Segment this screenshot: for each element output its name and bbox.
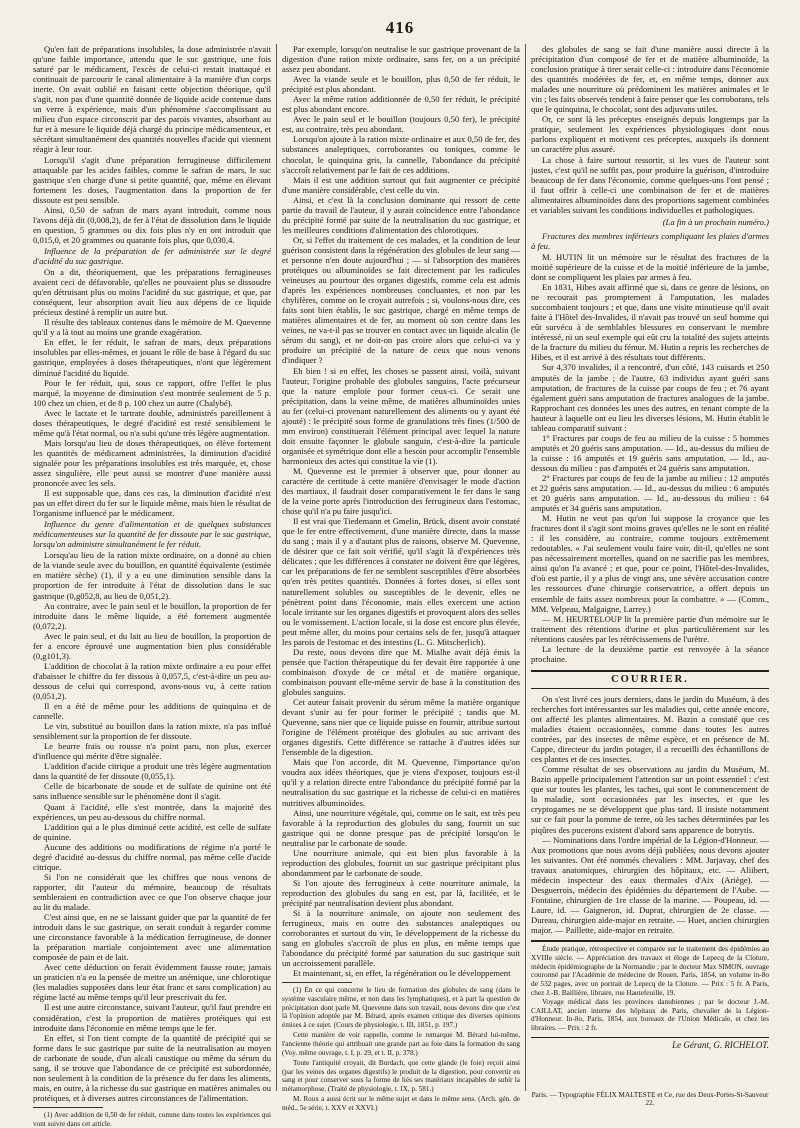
paragraph: Si l'on ajoute des ferrugineux à cette nourriture animale, la reproduction des globules du sang en est, par là, facilitée, et le précipité par neutralisation devient plus abondant. <box>282 877 520 908</box>
paragraph: L'addition de chocolat à la ration mixte ordinaire a eu pour effet d'abaisser le chiffre du fer dissous à 0,057,5, c'est-à-dire un peu au-dessous de celui qui correspond, avons-nous vu, à cette ration (0,051,2). <box>33 660 271 701</box>
paragraph: Il résulte des tableaux contenus dans le mémoire de M. Quevenne qu'il y a là tout au moins une grande exagération. <box>33 317 271 338</box>
paragraph: — M. HEURTELOUP lit la première partie d'un mémoire sur le traitement des rétentions d'urine et plus particulièrement sur les rétentions causées par les rétrécissemens de l'urètre. <box>531 613 769 644</box>
column-divider <box>525 44 526 1091</box>
paragraph: Aucune des additions ou modifications de régime n'a porté le degré d'acidité au-dessus du chiffre normal, pas même celle d'acide citrique. <box>33 841 271 872</box>
paragraph: des globules de sang se fait d'une manière aussi directe à la précipitation d'un composé de fer et de matière albuminoïde, la conclusion pratique à tirer serait celle-ci : introduire dans l'économie des quantités modérées de fer, et, en même temps, donner aux malades une nourriture où prédominent les matières animales et le vin ; les faits observés tendent à faire penser que les corroborans, tels que le quinquina, le chocolat, sont des adjuvans utiles. <box>531 44 769 115</box>
footnote: Cette manière de voir rappelle, comme le remarque M. Bérard lui-même, l'ancienne théorie qui attribuait une grande part au foie dans la formation du sang (Voy. même ouvrage, t. I, p. 29, et t. II, p. 378.) <box>282 1031 520 1057</box>
paragraph: Avec le pain seul, et du lait au lieu de bouillon, la proportion de fer a encore éprouvé une augmentation bien plus considérable (0,g101,3). <box>33 630 271 661</box>
paragraph: On s'est livré ces jours derniers, dans le jardin du Muséum, à des recherches fort intéressantes sur les maladies qui, cette année encore, ont affecté les plantes alimentaires. M. Bazin a constaté que ces maladies étaient occasionnées, comme dans toutes les autres contrées, par des insectes de même espèce, et en présence de M. Cappe, directeur du jardin potager, il a recueilli des échantillons de ces plantes et de ces insectes. <box>531 693 769 765</box>
paragraph: Lorsqu'on ajoute à la ration mixte ordinaire et aux 0,50 de fer, des substances analeptiques, corroborantes ou toniques, comme le chocolat, le quinquina gris, la cannelle, l'abondance du précipité s'accroît relativement par le fait de ces additions. <box>282 134 520 175</box>
footnote-rule <box>282 982 352 983</box>
paragraph: On a dit, théoriquement, que les préparations ferrugineuses avaient ceci de défavorable, qu'elles ne pouvaient plus se dissoudre qu'en détruisant plus ou moins l'acidité du suc gastrique, et que, par conséquent, leur absorption avait lieu aux dépens de ce liquide précieux destiné à remplir un autre but. <box>33 267 271 318</box>
paragraph: Qu'en fait de préparations insolubles, la dose administrée n'avait qu'une faible importance, attendu que le suc gastrique, une fois saturé par le médicament, l'excès de celui-ci restait inattaqué et continuait de parcourir le canal alimentaire à la manière d'un corps inerte. On avait oublié en faisant cette objection théorique, qu'il s'agit, non pas d'une quantité donnée de liquide acide contenue dans un verre à expérience, mais d'un phénomène s'accomplissant au milieu d'un espace circonscrit par des parois vivantes, absorbant au fur et à mesure le liquide déjà chargé du principe médicamenteux, et sécrétant simultanément des quantités nouvelles d'acide qui viennent réagir à leur tour. <box>33 44 271 155</box>
column-3 <box>531 44 769 1093</box>
paragraph: Cet auteur faisait provenir du sérum même la matière organique devant s'unir au fer pour former le précipité ; tandis que M. Quevenne, sans nier que ce liquide puisse en fournir, attribue surtout l'origine de l'élément protéique des globules au suc arrivant des organes digestifs. Cette différence se rattache à d'autres idées sur l'ensemble de la digestion. <box>282 697 520 758</box>
paragraph: Pour le fer réduit, qui, sous ce rapport, offre l'effet le plus marqué, la moyenne de diminution s'est montrée seulement de 5 p. 100 chez un chien, et de 8 p. 100 chez un autre (Chalybé). <box>33 377 271 408</box>
continuation-note: (La fin à un prochain numéro.) <box>662 216 769 227</box>
divider <box>531 940 769 942</box>
courrier-news <box>531 694 769 935</box>
paragraph: M. Hutin ne veut pas qu'on lui suppose la croyance que les fractures dont il s'agit sont moins graves qu'elles ne le sont en réalité : il les considère, au contraire, comme toujours extrêmement redoutables. « J'ai seulement voulu faire voir, dit-il, qu'elles ne sont pas nécessairement mortelles, quand on ne sacrifie pas les membres, ainsi qu'on l'a avancé ; et que, pour ce point, l'Hôtel-des-Invalides, d'où est partie, il y a plus de vingt ans, une sévère accusation contre les ressources d'une chirurgie conservatrice, a offert depuis un ensemble de faits assez nombreux pour la combattre. » — (Comm., MM. Velpeau, Malgaigne, Larrey.) <box>531 513 769 614</box>
paragraph: L'addition d'acide citrique a produit une très légère augmentation dans la quantité de fer dissoute (0,055,1). <box>33 761 271 782</box>
paragraph: Voyage médical dans les provinces danubiennes ; par le docteur J.-M. CAILLAT, ancien interne des hôpitaux de Paris, chevalier de la Légion-d'Honneur. In-8o, Paris, 1854, aux bureaux de l'Union Médicale, et chez les libraires. — Prix : 2 fr. <box>531 996 769 1033</box>
book-notices <box>531 945 769 1033</box>
paragraph: Comme résultat de ses observations au jardin du Muséum, M. Bazin appelle principalement l'attention sur un point essentiel : c'est que sur toutes les plantes, les taches, qui sont le commencement de la maladie, sont occasionnées par les insectes, et que les cryptogames ne se développent que plus tard. Il insiste notamment sur ce fait pour la pomme de terre, où les taches déterminées par les piqûres des pucerons existent d'abord sans apparence de botrytis. <box>531 764 769 835</box>
paragraph: Mais que l'on accorde, dit M. Quevenne, l'importance qu'on voudra aux idées théoriques, que je viens d'exposer, toujours est-il qu'il y a relation directe entre l'abondance du précipité formé par la neutralisation du suc gastrique et la richesse de celui-ci en matières nutritives albuminoïdes. <box>282 757 520 808</box>
paragraph: Il en a été de même pour les additions de quinquina et de cannelle. <box>33 701 271 722</box>
paragraph: Le vin, substitué au bouillon dans la ration mixte, n'a pas influé sensiblement sur la proportion de fer dissoute. <box>33 721 271 742</box>
column-divider <box>276 44 277 1091</box>
paragraph: 1° Fractures par coups de feu au milieu de la cuisse : 5 hommes amputés et 20 guéris sans amputation. — Id., au-dessus du milieu de la cuisse : 16 amputés et 19 guéris sans amputation. — Id., au-dessous du milieu : pas d'amputés et 24 guéris sans amputation. <box>531 432 769 473</box>
paragraph: Une nourriture animale, qui est bien plus favorable à la reproduction des globules, fournit un suc gastrique précipitant plus abondamment par le carbonate de soude. <box>282 847 520 878</box>
column-1 <box>33 44 271 1128</box>
paragraph: C'est ainsi que, en ne se laissant guider que par la quantité de fer introduit dans le suc gastrique, on serait conduit à regarder comme une circonstance favorable à la médication ferrugineuse, de donner la préparation martiale conjointement avec une alimentation composée de pain et de lait. <box>33 912 271 963</box>
column-2 <box>282 44 520 1113</box>
paragraph: Sur 4,370 invalides, il a rencontré, d'un côté, 143 cuisards et 250 amputés de la jambe ; de l'autre, 63 individus ayant guéri sans amputation, de fractures de la cuisse par coups de feu ; et 76 ayant également guéri sans amputation de fractures analogues de la jambe. Rapprochant ces données les unes des autres, en tenant compte de la hauteur à laquelle ont eu lieu les diverses lésions, M. Hutin établit le tableau comparatif suivant : <box>531 362 769 433</box>
paragraph: Ainsi, une nourriture végétale, qui, comme on le sait, est très peu favorable à la reproduction des globules du sang, fournit un suc gastrique qui ne donne presque pas de précipité lorsqu'on le neutralise par le carbonate de soude. <box>282 807 520 848</box>
paragraph: Quant à l'acidité, elle s'est montrée, dans la majorité des expériences, un peu au-dessous du chiffre normal. <box>33 801 271 822</box>
footnote: (1) En ce qui concerne le lieu de formation des globules de sang (dans le système vasculaire même, et non dans les lymphatiques), et à part la question de précipitation dont parle M. Quevenne dans son travail, nous devons dire que c'est là l'opinion adoptée par M. Bérard, après examen critique des diverses opinions émises à ce sujet. (Cours de physiologie, t. III, 1851, p. 197.) <box>282 986 520 1029</box>
section-heading: Influence du genre d'alimentation et de quelques substances médicamenteuses sur la quantité de fer dissoute par le suc gastrique, lorsqu'on administre simultanément le fer réduit. <box>33 519 271 550</box>
column-3-article-end <box>531 44 769 215</box>
paragraph: M. HUTIN lit un mémoire sur le résultat des fractures de la moitié supérieure de la cuisse et de la moitié inférieure de la jambe, dont se compliquent les plaies par armes à feu. <box>531 251 769 283</box>
footnote-rule <box>33 1107 103 1108</box>
paragraph: Or, ce sont là les préceptes enseignés depuis longtemps par la pratique, seulement les expériences physiologiques dont nous parlons expliquent et motivent ces préceptes, auxquels ils donnent un caractère plus assuré. <box>531 114 769 155</box>
paragraph: Mais lorsqu'au lieu de doses thérapeutiques, on élève fortement les quantités de médicament administrées, la diminution d'acidité signalée pour les préparations insolubles est très marquée, et, chose assez singulière, elle peut aussi se montrer d'une manière aussi prononcée avec les sels. <box>33 437 271 489</box>
paragraph: Si l'on ne considérait que les chiffres que nous venons de rapporter, dit l'auteur du mémoire, beaucoup de résultats sembleraient en contradiction avec ce que l'on observe chaque jour au lit du malade. <box>33 871 271 912</box>
paragraph: Mais il est une addition surtout qui fait augmenter ce précipité d'une manière considérable, c'est celle du vin. <box>282 174 520 195</box>
gerant-signature: Le Gérant, G. RICHELOT. <box>531 1037 769 1050</box>
paragraph: Lorsqu'au lieu de la ration mixte ordinaire, on a donné au chien de la viande seule avec du bouillon, en quantité équivalente (estimée en matière sèche) (1), il y a eu une diminution sensible dans la proportion de fer introduite à l'état de dissolution dans le suc gastrique (0,g052,8, au lieu de 0,051,2). <box>33 550 271 601</box>
paragraph: M. Quevenne est le premier à observer que, pour donner au caractère de certitude à cette manière d'envisager le mode d'action des martiaux, il faudrait doser comparativement le fer dans le sang de la veine porte après l'introduction des ferrugineux dans l'estomac, chose qu'il n'a pu faire jusqu'ici. <box>282 465 520 517</box>
paragraph: 2° Fractures par coups de feu de la jambe au milieu : 12 amputés et 22 guéris sans amputation. — Id., au-dessus du milieu : 6 amputés et 20 guéris sans amputation. — Id., au-dessous du milieu : 64 amputés et 34 guéris sans amputation. <box>531 472 769 514</box>
paragraph: Avec la viande seule et le bouillon, plus 0,50 de fer réduit, le précipité est plus abondant. <box>282 74 520 95</box>
paragraph: Eh bien ! si en effet, les choses se passent ainsi, voilà, suivant l'auteur, l'origine probable des globules sanguins, l'acte précurseur que la nature emploie pour former ceux-ci. Ce serait une précipitation, dans la veine même, de matières albuminoïdes unies au fer (celui-ci provenant naturellement des aliments ou y ayant été ajouté) : le précipité sous forme de granulations très fines (1/500 de mm environ) constituerait l'élément principal avec lequel la nature doit ensuite façonner le globule sanguin, c'est-à-dire la particule organisée et symétrique dont elle a besoin pour accomplir l'ensemble harmonieux des actes qui constitue la vie (1). <box>282 365 520 466</box>
paragraph: Et maintenant, si, en effet, la régénération ou le développement <box>293 968 511 979</box>
paragraph: Celle de bicarbonate de soude et de sulfate de quinine ont été sans influence sensible sur le phénomène dont il s'agit. <box>33 781 271 802</box>
footnote: Toute l'antiquité croyait, dit Burdach, que cette glande (le foie) reçoit ainsi (par les veines des organes digestifs) le produit de la digestion, pour convertir en sang et pour conserver sous la forme de liés ses matériaux incapables de subir la métamorphose. (Traité de physiologie, t. IX, p. 581.) <box>282 1059 520 1093</box>
paragraph: L'addition qui a le plus diminué cette acidité, est celle de sulfate de quinine. <box>33 821 271 842</box>
paragraph: En effet, le fer réduit, le safran de mars, deux préparations insolubles par elles-mêmes, et jouant le rôle de base à l'égard du suc gastrique, employées à doses thérapeutiques, n'ont que légèrement diminué l'acidité du liquide. <box>33 337 271 378</box>
printer-imprint: Paris. — Typographie FÉLIX MALTESTE et Ce, rue des Deux-Portes-St-Sauveur 22. <box>531 1091 769 1107</box>
paragraph: Avec le lactate et le tartrate double, administrés pareillement à doses thérapeutiques, le degré d'acidité est resté sensiblement le même qu'à l'état normal, ou n'a subi qu'une très légère augmentation. <box>33 407 271 438</box>
academy-session-report <box>531 231 769 664</box>
paragraph: La lecture de la deuxième partie est renvoyée à la séance prochaine. <box>531 643 769 664</box>
section-heading: Influence de la préparation de fer administrée sur le degré d'acidité du suc gastrique. <box>33 245 271 266</box>
footnote: (1) Avec addition de 0,50 de fer réduit, comme dans toutes les expériences qui vont suivre dans cet article. <box>33 1110 271 1128</box>
paragraph: Il est une autre circonstance, suivant l'auteur, qu'il faut prendre en considération, c'est la proportion de matières protéiques qui est introduite dans l'économie en même temps que le fer. <box>33 1002 271 1033</box>
paragraph: Avec cette déduction on ferait évidemment fausse route; jamais un praticien n'a eu la pensée de mettre un anémique, une chlorotique (les maladies supposées dans leur état franc et sans complication) au régime lacté au même temps qu'il leur prescrivait du fer. <box>33 962 271 1003</box>
paragraph: Avec le pain seul et le bouillon (toujours 0,50 fer), le précipité est, au contraire, très peu abondant. <box>282 114 520 135</box>
paragraph: La chose à faire surtout ressortir, si les vues de l'auteur sont justes, c'est qu'il ne suffit pas, pour produire la guérison, d'introduire beaucoup de fer dans l'économie, comme quelques-uns l'ont pensé ; il faut offrir à celle-ci une combinaison de fer et de matières alimentaires albuminoïdes dans des proportions sagement combinées et variables suivant les conditions individuelles et pathologiques. <box>531 154 769 215</box>
page-number: 416 <box>385 18 415 37</box>
paragraph: Si à la nourriture animale, on ajoute non seulement des ferrugineux, mais en outre des substances analeptiques ou corroborantes et surtout du vin, le développement de la richesse du sang en globules s'accroît de plus en plus, en même temps que l'abondance du précipité formé par saturation du suc gastrique suit un accroissement parallèle. <box>282 908 520 969</box>
paragraph: Ainsi, 0,50 de safran de mars ayant introduit, comme nous l'avons déjà dit (0,008,2), de fer à l'état de dissolution dans le liquide en question, 5 grammes ou dix fois plus n'y en ont introduit que 0,015,0, et 20 grammes ou quarante fois plus, que 0,030,4. <box>33 204 271 245</box>
paragraph: Avec la même ration additionnée de 0,50 fer réduit, le précipité est plus abondant encore. <box>282 94 520 115</box>
paragraph: En 1831, Hibes avait affirmé que si, dans ce genre de lésions, on ne recourait pas promptement à l'amputation, les malades succombaient toujours ; et que, dans une visite minutieuse qu'il avait faite à l'Hôtel des-Invalides, il n'avait pas trouvé un seul homme qui eût survécu à de semblables blessures en conservant le membre intéressé, ni un seul exemple qui eût cru la totalité des sujets atteints de la fracture du milieu du fémur. M. Hutin a repris les recherches de Hibes, et il est arrivé à des résultats tout différents. <box>531 282 769 363</box>
paragraph: Le beurre frais ou rousse n'a point paru, non plus, exercer d'influence qui mérite d'être signalée. <box>33 741 271 762</box>
paragraph: Du reste, nous devons dire que M. Mialhe avait déjà émis la pensée que l'action thérapeutique du fer devait être rapportée à une combinaison d'oxyde de ce métal et de matière organique, combinaison pouvant elle-même servir de base à la constitution des globules sanguins. <box>282 646 520 697</box>
paragraph: Par exemple, lorsqu'on neutralise le suc gastrique provenant de la digestion d'une ration mixte ordinaire, sans fer, on a un précipité assez peu abondant. <box>282 44 520 75</box>
paragraph: Ainsi, et c'est là la conclusion dominante qui ressort de cette partie du travail de l'auteur, il y aurait coïncidence entre l'abondance du précipité formé par suite de la neutralisation du suc gastrique, et les meilleures conditions d'alimentation des chlorotiques. <box>282 194 520 235</box>
paragraph: Or, si l'effet du traitement de ces malades, et la condition de leur guérison consistent dans la régénération des globules de leur sang — et personne n'en doute aujourd'hui ; — si l'absorption des matières protéiques ou albuminoïdes se fait directement par les radicules veineuses au pourtour des organes digestifs, comme cela est admis d'après les expériences nombreuses concluantes, et non par les chylifères, comme on le croyait autrefois ; si, voulons-nous dire, ces faits sont bien établis, le suc gastrique, chargé en même temps de matières alimentaires et de fer, au moment où son centre dans les veines, ne va-t-il pas se trouver en contact avec un liquide alcalin (le sérum du sang), et ne doit-on pas croire alors que celui-ci va y produire un précipité de la nature de ceux que nous venons d'indiquer ? <box>282 234 520 366</box>
footnote: M. Roux a aussi écrit sur le même sujet et dans le même sens. (Arch. gén. de méd., 5e série, t. XXV et XXVI.) <box>282 1095 520 1113</box>
section-title-courrier: COURRIER. <box>531 670 769 689</box>
paragraph: Lorsqu'il s'agit d'une préparation ferrugineuse difficilement attaquable par les acides faibles, comme le safran de mars, le suc gastrique s'en charge d'une si petite quantité, que, même en élevant fortement les doses, l'augmentation dans la proportion de fer dissoute est peu sensible. <box>33 154 271 205</box>
section-heading: Fractures des membres inférieurs compliquant les plaies d'armes à feu. <box>531 230 769 251</box>
paragraph: Il est vrai que Tiedemann et Gmelin, Brück, disent avoir constaté que le fer entre effectivement, d'une manière directe, dans la masse du sang ; mais il y a d'autant plus de raisons, observe M. Quevenne, de désirer que ce fait soit vérifié, qu'il s'agit là d'expériences très délicates ; que les différences à constater ne doivent être que légères, car les préparations de fer ne semblent susceptibles d'être absorbées qu'en très petites quantités. Données à fortes doses, si elles sont naturellement solubles ou susceptibles de le devenir, elles ne pénètrent point dans l'économie, mais elles exercent une action locale irritante sur les organes digestifs et provoquent alors des selles ou le vomissement. L'action locale, si la dose est encore plus élevée, peut même aller, du moins pour certains sels de fer, jusqu'à attaquer les parois de l'estomac et des intestins (L. G. Mitscherlich). <box>282 516 520 647</box>
paragraph: Il est supposable que, dans ces cas, la diminution d'acidité n'est pas un effet direct du fer sur le liquide même, mais bien le résultat de l'organisme influencé par le médicament. <box>33 488 271 519</box>
paragraph: Au contraire, avec le pain seul et le bouillon, la proportion de fer introduite dans le même liquide, a été fortement augmentée (0,072,2). <box>33 600 271 631</box>
paragraph: — Nominations dans l'ordre impérial de la Légion-d'Honneur. — Aux promotions que nous avons déjà publiées, nous devons ajouter les suivantes. Ont été nommés chevaliers : MM. Jarjavay, chef des travaux anatomiques, chirurgien des hôpitaux, etc. — Aliibert, médecin inspecteur des eaux thermales d'Aix (Ariège). — Desguerrois, médecin des épidémies du département de l'Aube. — Fontaine, chirurgien de 1re classe de la marine. — Poupeau, id. — Laure, id. — Gaigneron, id. Duprat, chirurgien de 2e classe. — Dureau, chirurgien aide-major en retraite. — Huet, ancien chirurgien major. — Paillette, aide-major en retraite. <box>531 834 769 935</box>
paragraph: Étude pratique, rétrospective et comparée sur le traitement des épidémies au XVIIIe siècle. — Appréciation des travaux et éloge de Lepecq de la Cloture, médecin épidémiographe de la Normandie ; par le docteur Max SIMON, ouvrage couronné par l'Académie de médecine de Rouen. Paris, 1854, un volume in-8o de 532 pages, avec un portrait de Lepecq de la Cloture. — Prix : 5 fr. A Paris, chez J.-B. Baillière, libraire, rue Hautefeuille, 19. <box>531 944 769 998</box>
paragraph: En effet, si l'on tient compte de la quantité de précipité qui se forme dans le suc gastrique par suite de la neutralisation au moyen de carbonate de soude, d'un alcali caustique ou même du sérum du sang, il se trouve que l'abondance de ce précipité est subordonnée, non seulement à la condition de la présence du fer dans les aliments, mais, en outre, à la richesse du suc gastrique en matières animales ou protéiques, et à diverses autres circonstances de l'alimentation. <box>33 1032 271 1103</box>
